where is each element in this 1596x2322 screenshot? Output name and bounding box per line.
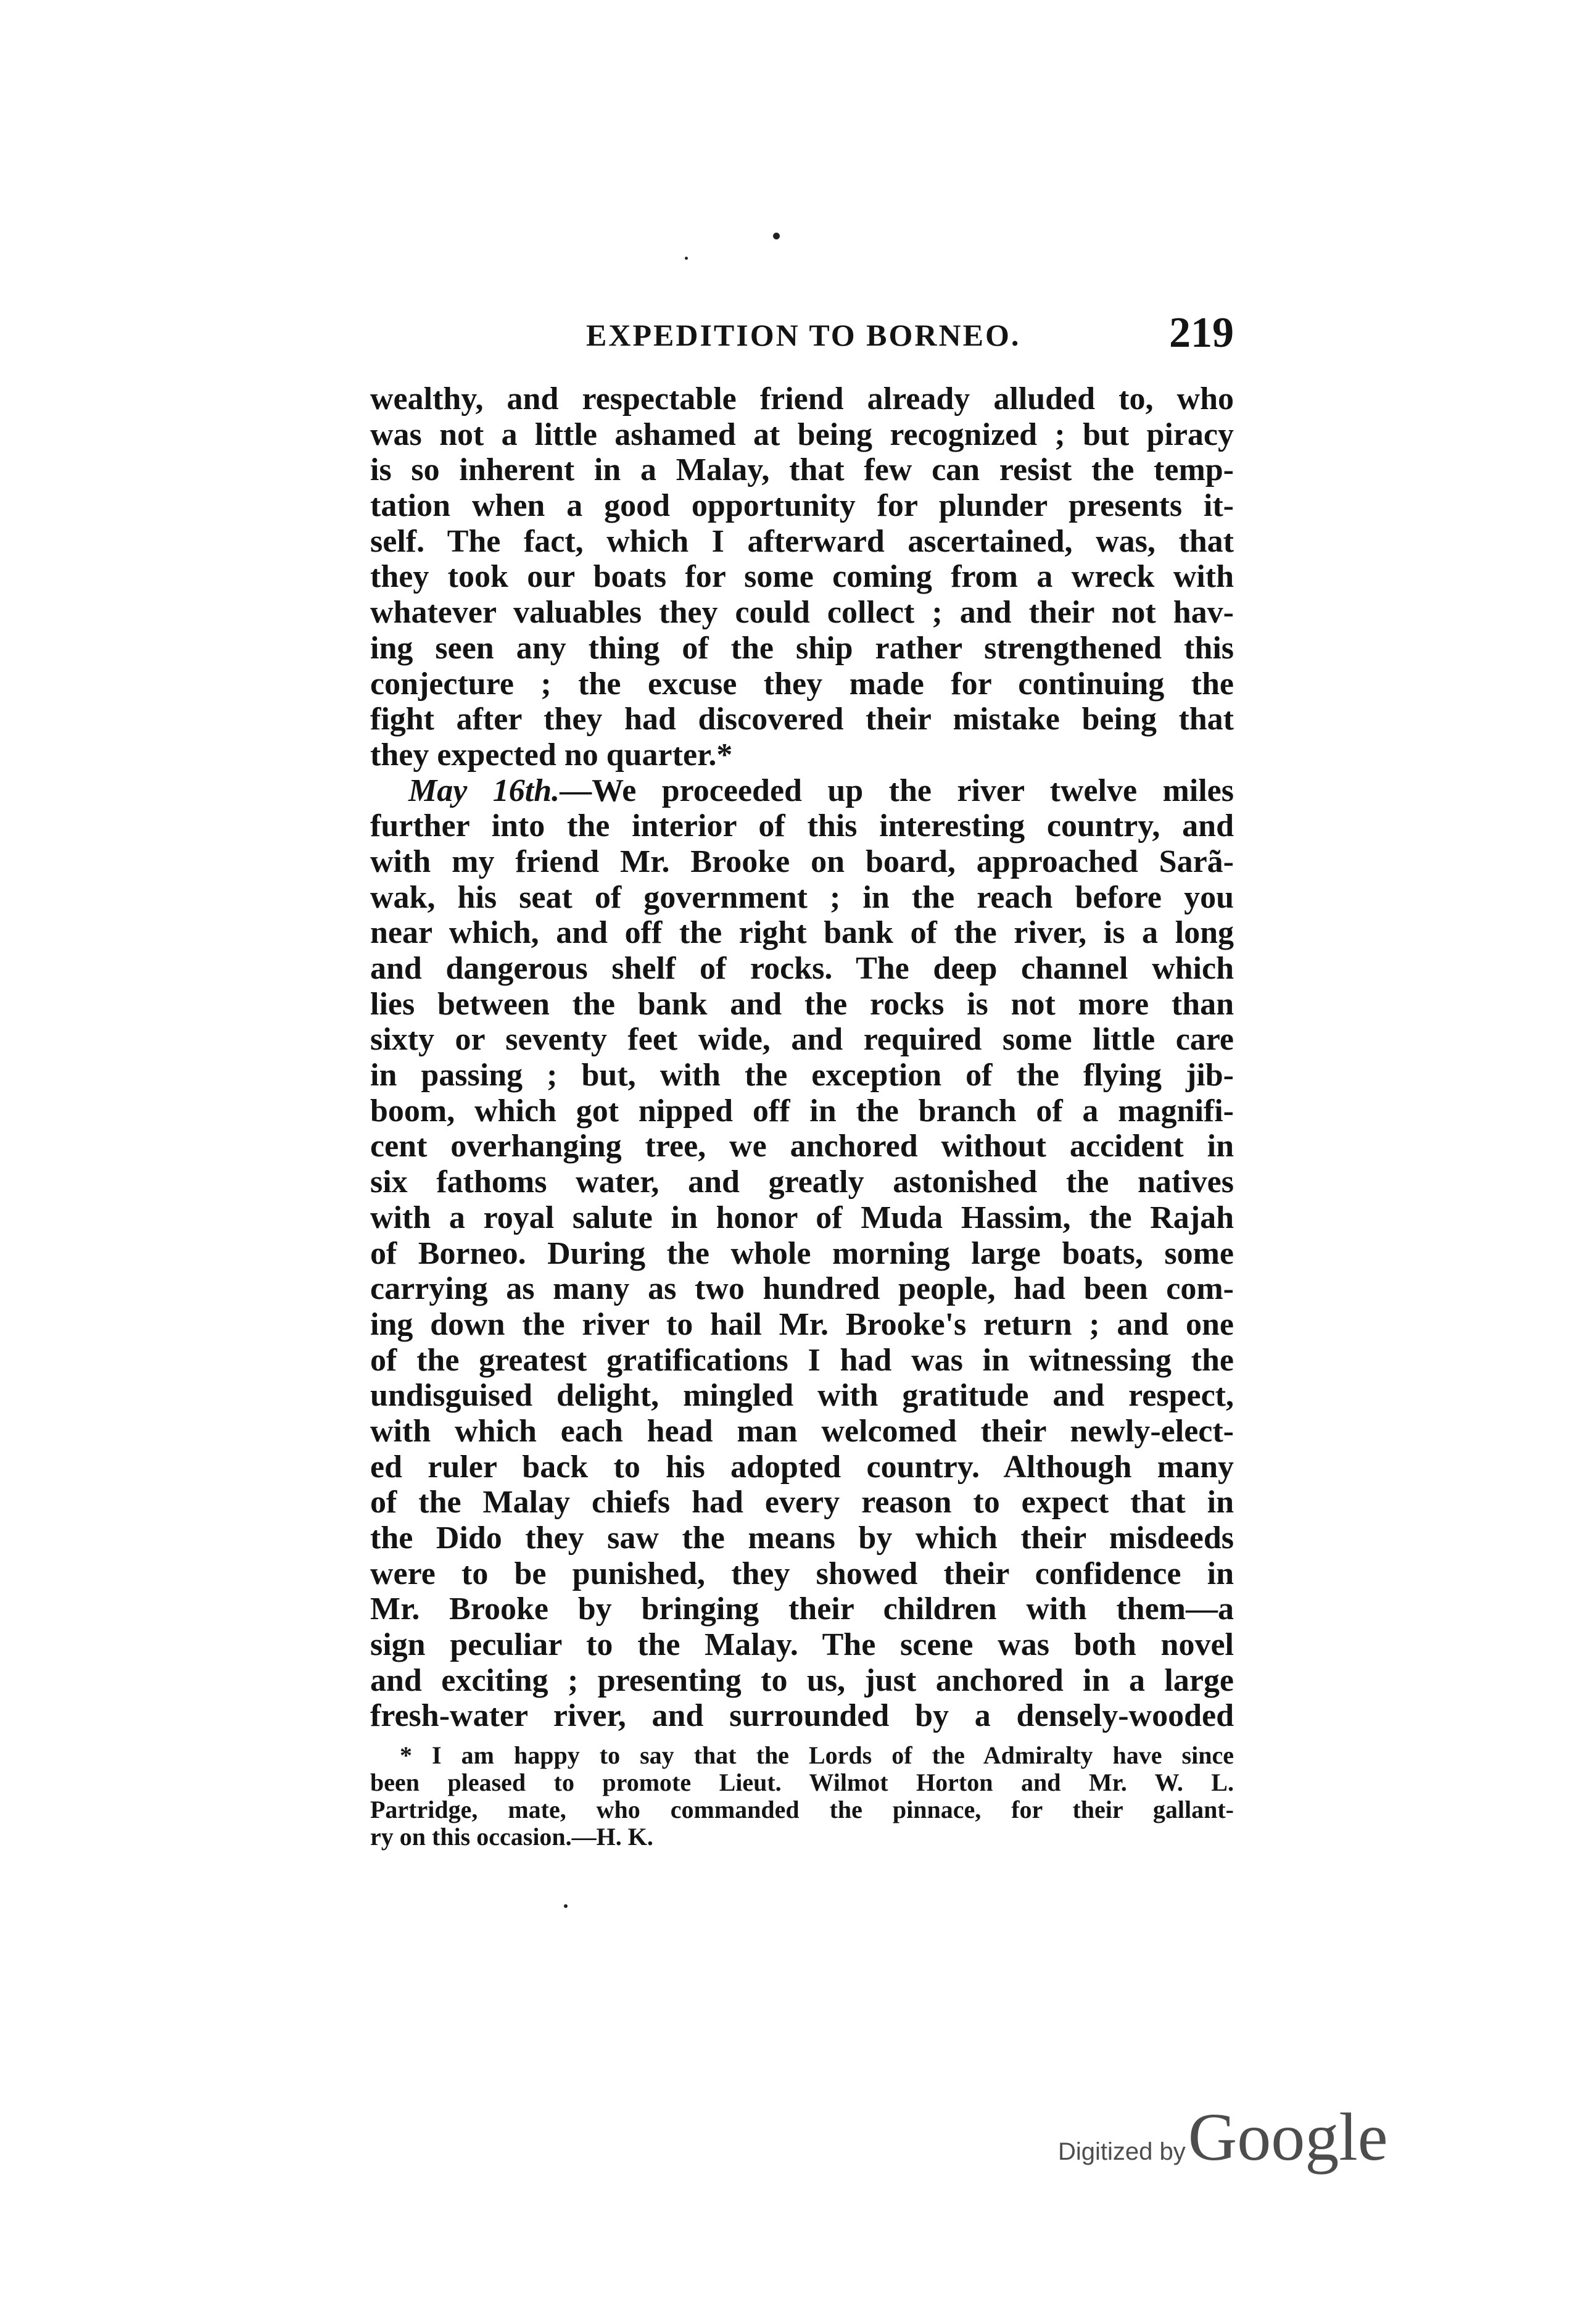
text-line: fight after they had discovered their mistake being that — [370, 702, 1234, 737]
text-line: with which each head man welcomed their newly-elect- — [370, 1413, 1234, 1449]
ink-speck — [564, 1904, 568, 1908]
text-line: with my friend Mr. Brooke on board, approached Sarã- — [370, 844, 1234, 879]
watermark-brand: Google — [1188, 2099, 1388, 2175]
watermark-prefix: Digitized by — [1058, 2138, 1186, 2165]
page-number: 219 — [1169, 309, 1234, 357]
digitized-by-watermark — [1058, 2098, 1388, 2175]
text-line: sign peculiar to the Malay. The scene was both novel — [370, 1627, 1234, 1663]
text-line: conjecture ; the excuse they made for continuing the — [370, 666, 1234, 702]
footnote-line: * I am happy to say that the Lords of the Admiralty have since — [400, 1741, 1234, 1769]
text-line: wak, his seat of government ; in the reach before you — [370, 879, 1234, 915]
text-line: undisguised delight, mingled with gratitude and respect, — [370, 1378, 1234, 1414]
text-line: wealthy, and respectable friend already alluded to, who — [370, 381, 1234, 417]
text-line: tation when a good opportunity for plunder presents it- — [370, 488, 1234, 524]
text-line: whatever valuables they could collect ; and their not hav- — [370, 595, 1234, 631]
text-line: with a royal salute in honor of Muda Hassim, the Rajah — [370, 1200, 1234, 1235]
footnote-line: Partridge, mate, who commanded the pinnace, for their gallant- — [370, 1796, 1234, 1823]
footnote-line: ry on this occasion.—H. K. — [370, 1823, 653, 1851]
text-line: six fathoms water, and greatly astonished the natives — [370, 1164, 1234, 1200]
date-heading: May 16th. — [408, 773, 560, 808]
text-line: sixty or seventy feet wide, and required some little care — [370, 1022, 1234, 1058]
text-line: they took our boats for some coming from a wreck with — [370, 559, 1234, 595]
text-line: and exciting ; presenting to us, just anchored in a large — [370, 1662, 1234, 1698]
footnote — [370, 1742, 1234, 1851]
footnote-line: been pleased to promote Lieut. Wilmot Horton and Mr. W. L. — [370, 1768, 1234, 1796]
text-line: Mr. Brooke by bringing their children with them—a — [370, 1591, 1234, 1627]
paragraph-opening-line — [370, 773, 1234, 809]
text-line: carrying as many as two hundred people, had been com- — [370, 1271, 1234, 1307]
text-run: —We proceeded up the river twelve miles — [560, 773, 1234, 808]
text-line: and dangerous shelf of rocks. The deep channel which — [370, 951, 1234, 986]
ink-speck — [773, 233, 780, 239]
text-line: in passing ; but, with the exception of the flying jib- — [370, 1058, 1234, 1093]
body-text — [370, 381, 1234, 1734]
text-line: cent overhanging tree, we anchored without accident in — [370, 1129, 1234, 1164]
text-line: was not a little ashamed at being recognized ; but piracy — [370, 417, 1234, 452]
running-head — [370, 309, 1234, 364]
text-line: ing down the river to hail Mr. Brooke's return ; and one — [370, 1306, 1234, 1342]
text-line: ing seen any thing of the ship rather strengthened this — [370, 630, 1234, 666]
text-line: were to be punished, they showed their confidence in — [370, 1556, 1234, 1591]
text-line: of the greatest gratifications I had was in witnessing the — [370, 1342, 1234, 1378]
text-line: is so inherent in a Malay, that few can resist the temp- — [370, 452, 1234, 488]
text-line: self. The fact, which I afterward ascertained, was, that — [370, 523, 1234, 559]
text-line: of the Malay chiefs had every reason to expect that in — [370, 1485, 1234, 1520]
text-line: they expected no quarter.* — [370, 737, 733, 773]
text-line: of Borneo. During the whole morning large boats, some — [370, 1235, 1234, 1271]
text-line: lies between the bank and the rocks is not more than — [370, 986, 1234, 1022]
running-title: EXPEDITION TO BORNEO. — [586, 318, 1021, 352]
text-line: the Dido they saw the means by which their misdeeds — [370, 1520, 1234, 1556]
text-line: boom, which got nipped off in the branch of a magnifi- — [370, 1093, 1234, 1129]
text-line: ed ruler back to his adopted country. Although many — [370, 1449, 1234, 1485]
text-line: near which, and off the right bank of the river, is a long — [370, 915, 1234, 951]
text-line: fresh-water river, and surrounded by a densely-wooded — [370, 1698, 1234, 1734]
ink-speck — [685, 257, 688, 260]
text-line: further into the interior of this interesting country, and — [370, 808, 1234, 844]
